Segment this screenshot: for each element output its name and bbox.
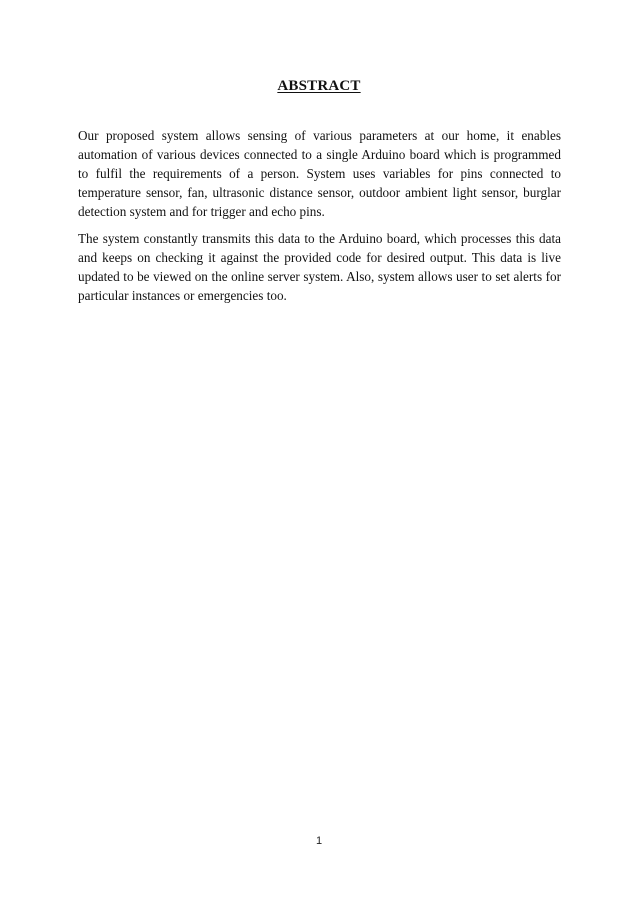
page-number: 1: [315, 835, 323, 847]
paragraph-2: The system constantly transmits this data to the Arduino board, which processes this data and keeps on checking it against the provided code for desired output. This data is live updated to be viewed on the online server system. Also, system allows user to set alerts for particular instances or emergencies too.: [78, 231, 561, 303]
page-title: ABSTRACT: [277, 78, 361, 94]
paragraph-1: Our proposed system allows sensing of various parameters at our home, it enables automation of various devices connected to a single Arduino board which is programmed to fulfil the requirements of a person. System uses variables for pins connected to temperature sensor, fan, ultrasonic distance sensor, outdoor ambient light sensor, burglar detection system and for trigger and echo pins.: [78, 128, 561, 219]
abstract-body: [78, 126, 561, 313]
